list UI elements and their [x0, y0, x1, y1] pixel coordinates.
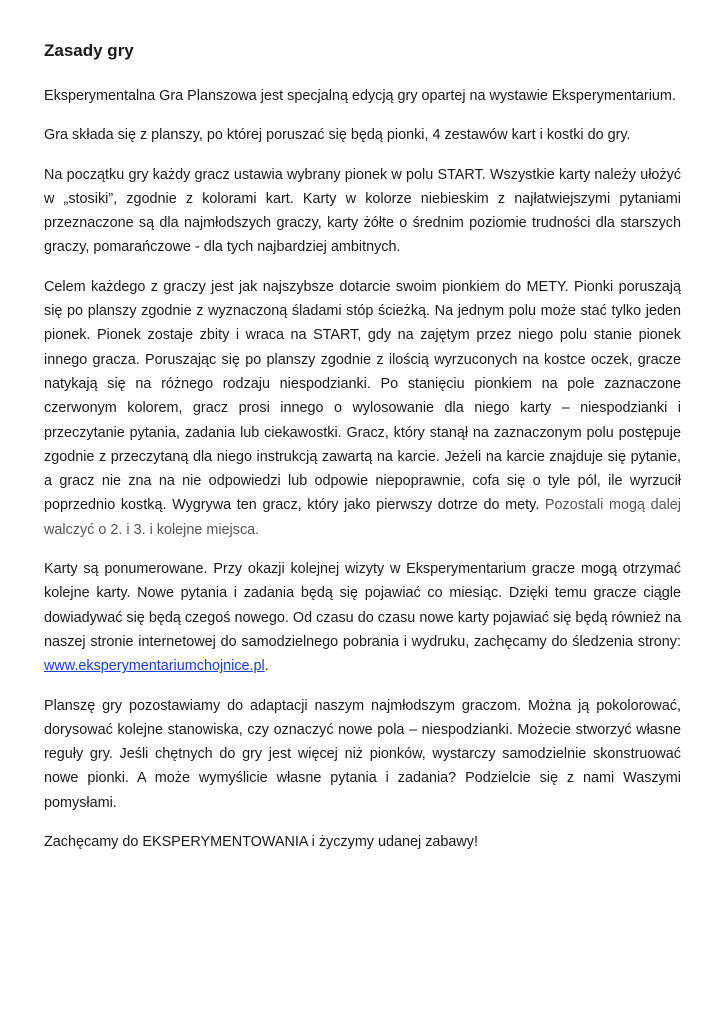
- document-page: [44, 40, 681, 869]
- paragraph-cards: [44, 557, 681, 678]
- paragraph-closing: Zachęcamy do EKSPERYMENTOWANIA i życzymy udanej zabawy!: [44, 834, 479, 851]
- paragraph-setup: Na początku gry każdy gracz ustawia wybrany pionek w polu START. Wszystkie karty należy ułożyć w „stosiki”, zgodnie z kolorami kart. Karty w kolorze niebieskim z najłatwiejszymi pytaniami przeznaczone są dla najmłodszych graczy, karty żółte o średnim poziomie trudności dla starszych graczy, pomarańczowe - dla tych najbardziej ambitnych.: [44, 166, 681, 256]
- paragraph-adaptation: Planszę gry pozostawiamy do adaptacji naszym najmłodszym graczom. Można ją pokolorować, dorysować kolejne stanowiska, czy oznaczyć nowe pola – niespodzianki. Możecie stworzyć własne reguły gry. Jeśli chętnych do gry jest więcej niż pionków, wystarczy samodzielnie skonstruować nowe pionki. A może wymyślicie własne pytania i zadania? Podzielcie się z nami Waszymi pomysłami.: [44, 697, 681, 811]
- paragraph-rules: [44, 275, 681, 542]
- paragraph-components: Gra składa się z planszy, po której poruszać się będą pionki, 4 zestawów kart i kostki do gry.: [44, 127, 631, 144]
- rules-muted-text: Pozostali mogą dalej walczyć o 2. i 3. i kolejne miejsca.: [44, 497, 682, 538]
- rules-text: Celem każdego z graczy jest jak najszybsze dotarcie swoim pionkiem do METY. Pionki poruszają się po planszy zgodnie z wyznaczoną śladami stóp ścieżką. Na jednym polu może stać tylko jeden pionek. Pionek zostaje zbity i wraca na START, gdy na zajętym przez niego polu stanie pionek innego gracza. Poruszając się po planszy zgodnie z ilością wyrzuconych na kostce oczek, gracze natykają się na różnego rodzaju niespodzianki. Po stanięciu pionkiem na pole zaznaczone czerwonym kolorem, gracz prosi innego o wylosowanie dla niego karty – niespodzianki i przeczytanie pytania, zadania lub ciekawostki. Gracz, który stanął na zaznaczonym polu postępuje zgodnie z przeczytaną dla niego instrukcją zawartą na karcie. Jeżeli na karcie znajduje się pytanie, a gracz nie zna na nie odpowiedzi lub odpowie niepoprawnie, cofa się o tyle pól, ile wyrzucił poprzednio kostką. Wygrywa ten gracz, który jako pierwszy dotrze do mety.: [44, 278, 681, 514]
- website-link[interactable]: www.eksperymentariumchojnice.pl: [44, 658, 265, 675]
- page-title: Zasady gry: [44, 41, 134, 60]
- cards-text: Karty są ponumerowane. Przy okazji kolejnej wizyty w Eksperymentarium gracze mogą otrzymać kolejne karty. Nowe pytania i zadania będą się pojawiać co miesiąc. Dzięki temu gracze ciągle dowiadywać się będą czegoś nowego. Od czasu do czasu nowe karty pojawiać się będą również na naszej stronie internetowej do samodzielnego pobrania i wydruku, zachęcamy do śledzenia strony:: [44, 561, 681, 650]
- paragraph-intro: Eksperymentalna Gra Planszowa jest specjalną edycją gry opartej na wystawie Eksperymentarium.: [44, 88, 676, 104]
- cards-text-end: .: [264, 658, 269, 675]
